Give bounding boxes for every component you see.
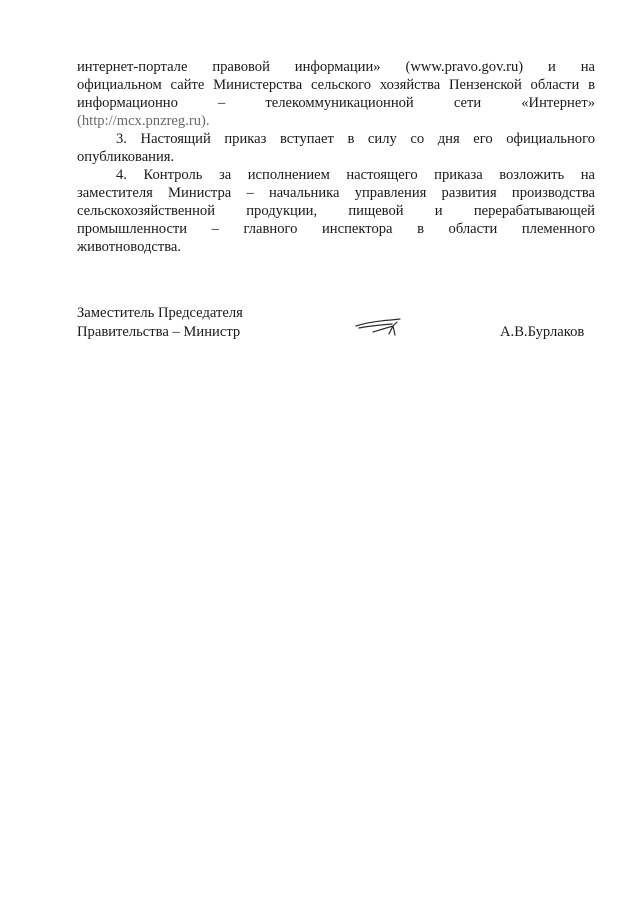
text-line: заместителя Министра – начальника управления развития производства xyxy=(77,185,595,201)
paragraph-3-line: 3. Настоящий приказ вступает в силу со дня его официального xyxy=(116,131,595,147)
text-line: интернет-портале правовой информации» (www.pravo.gov.ru) и на xyxy=(77,59,595,75)
text-line: животноводства. xyxy=(77,239,182,255)
handwritten-signature xyxy=(353,312,405,340)
text-line: официальном сайте Министерства сельского хозяйства Пензенской области в xyxy=(77,77,595,93)
text-line: информационно – телекоммуникационной сети «Интернет» xyxy=(77,95,595,111)
text-line: промышленности – главного инспектора в области племенного xyxy=(77,221,595,237)
text-line: опубликования. xyxy=(77,149,175,165)
text-line: сельскохозяйственной продукции, пищевой и перерабатывающей xyxy=(77,203,595,219)
order-text xyxy=(77,58,595,256)
signer-name: А.В.Бурлаков xyxy=(500,324,585,340)
website-link-text: (http://mcx.pnzreg.ru). xyxy=(77,113,210,129)
paragraph-4-line: 4. Контроль за исполнением настоящего приказа возложить на xyxy=(116,167,595,183)
signer-title-line-1: Заместитель Председателя xyxy=(77,305,243,321)
signature-block xyxy=(77,304,595,342)
signer-title-line-2: Правительства – Министр xyxy=(77,324,241,340)
